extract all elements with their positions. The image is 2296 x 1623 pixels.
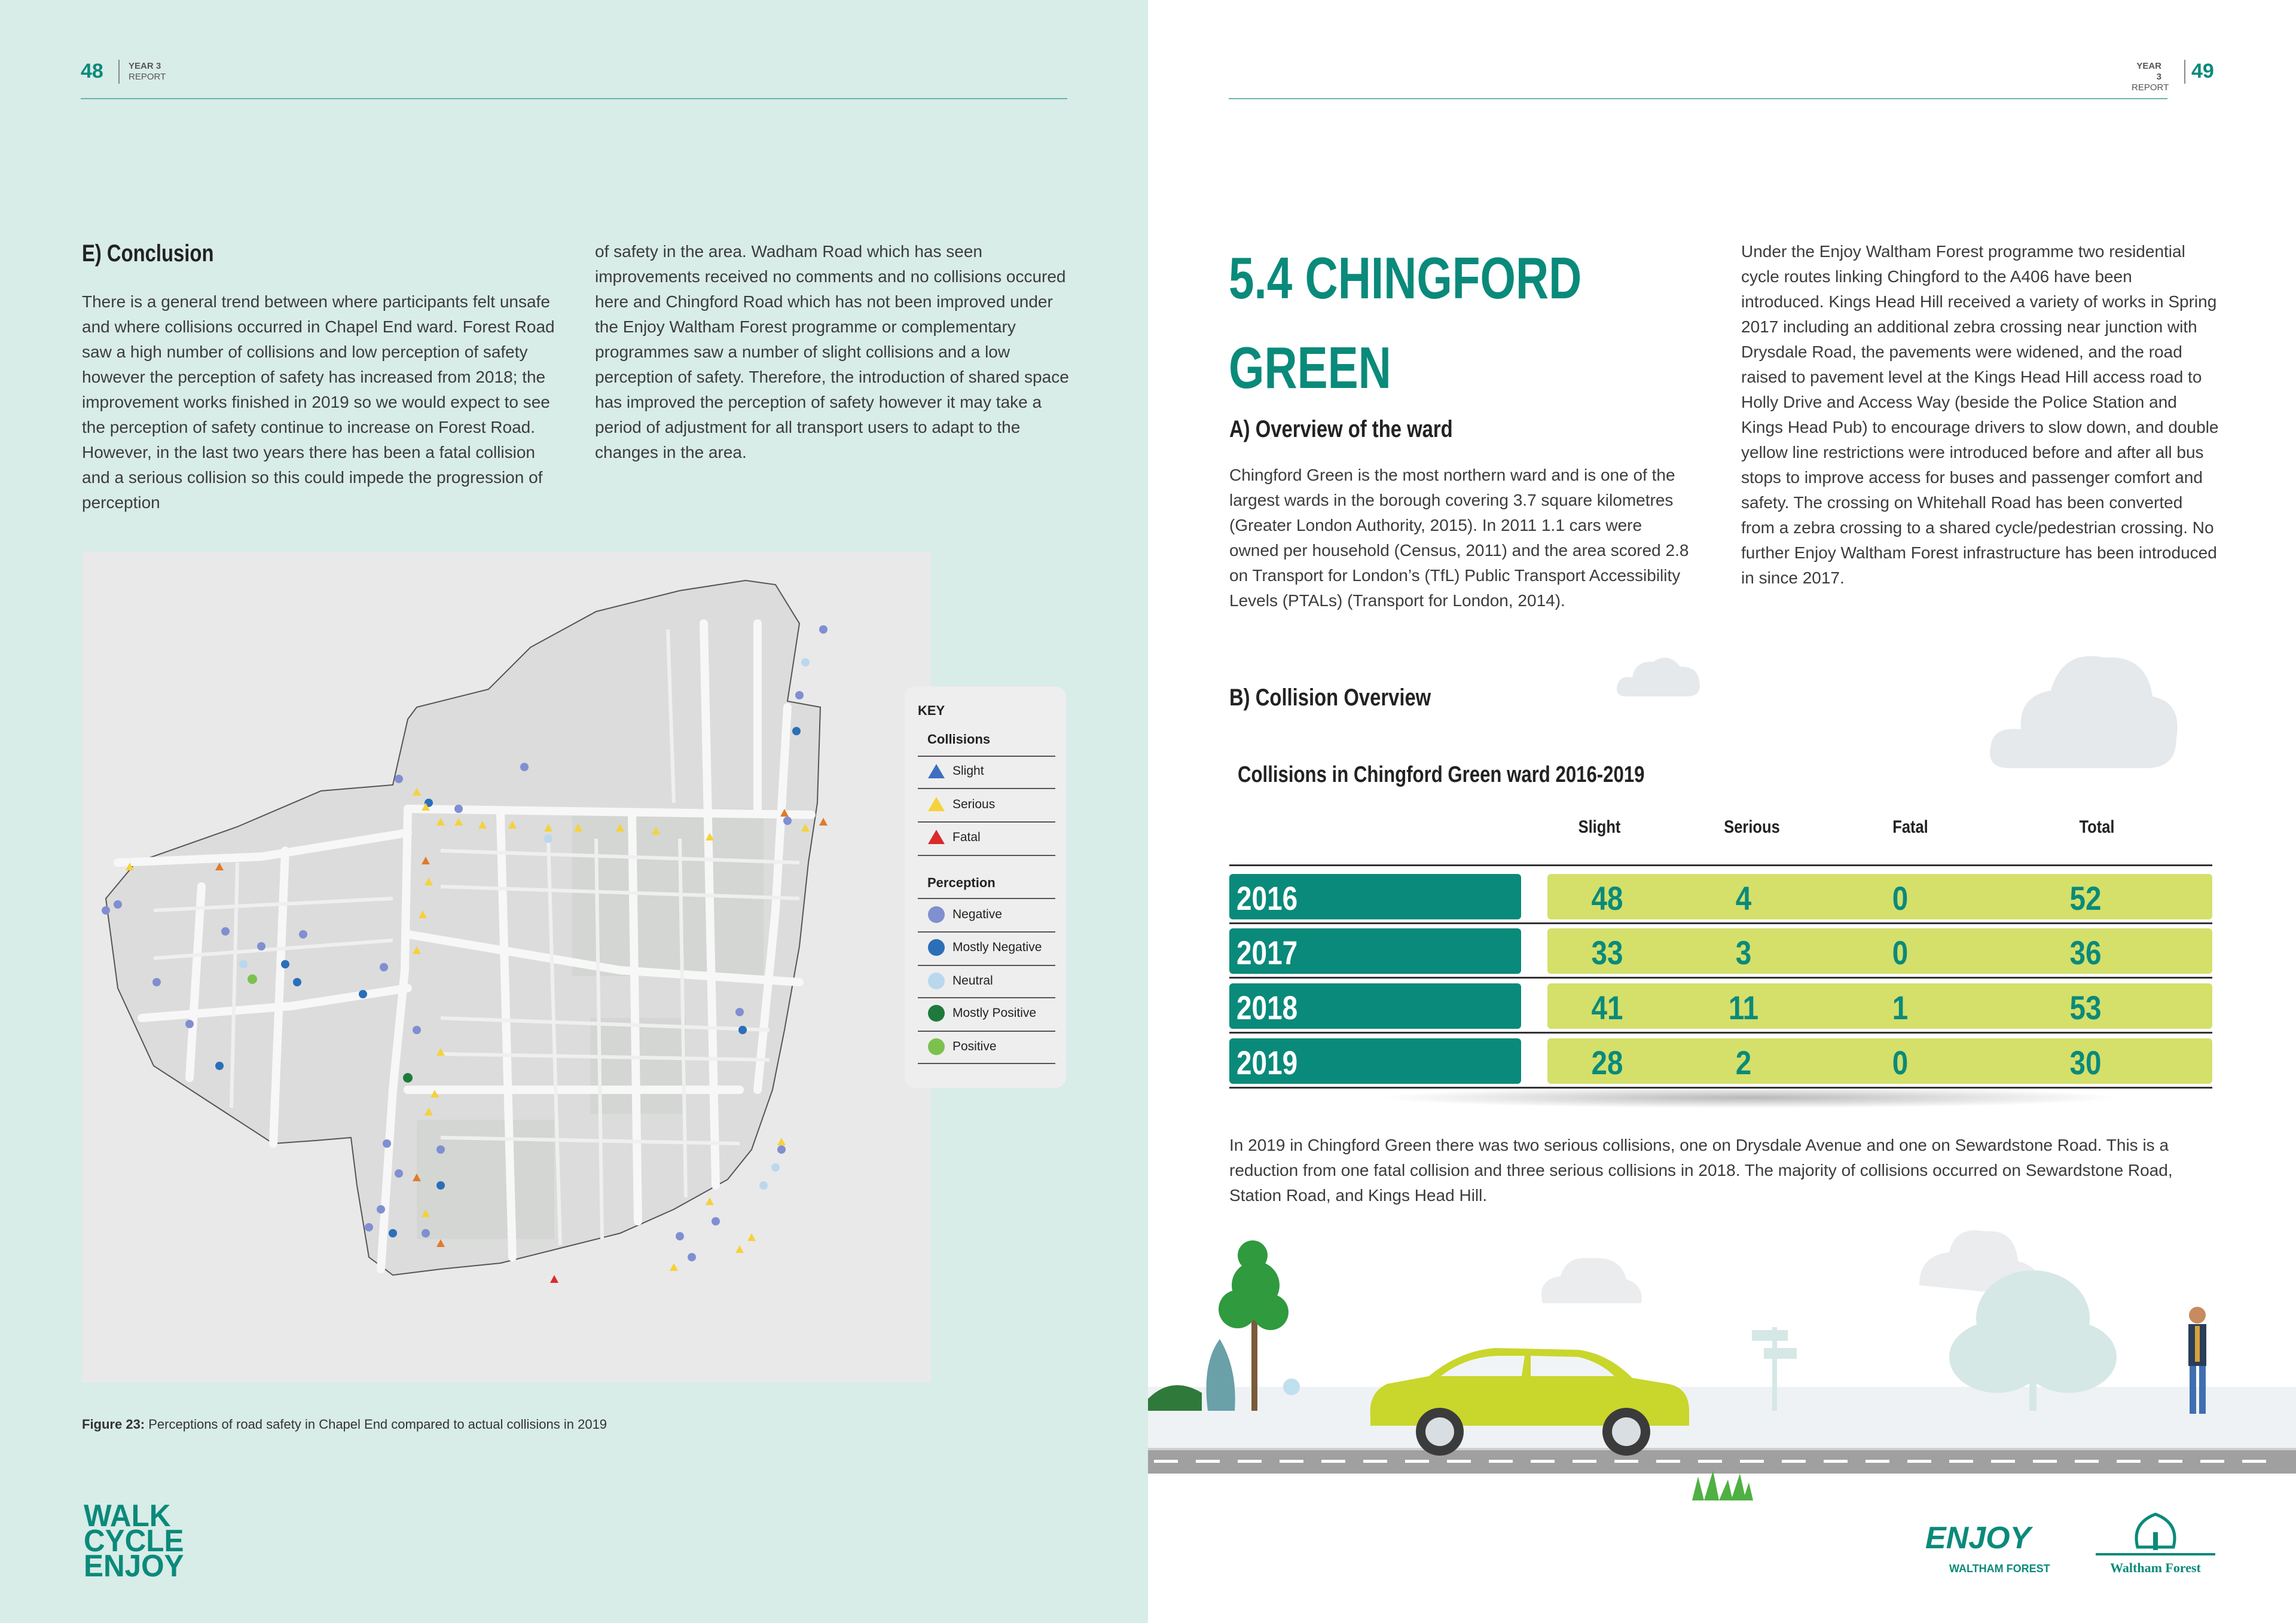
col-header-serious: Serious xyxy=(1724,817,1780,837)
page-title xyxy=(1229,233,1581,412)
collision-heading: B) Collision Overview xyxy=(1229,684,1431,711)
header-year-label xyxy=(129,61,166,82)
figure-caption-text: Perceptions of road safety in Chapel End compared to actual collisions in 2019 xyxy=(145,1417,607,1432)
key-title: KEY xyxy=(918,703,945,718)
row-year-label: 2017 xyxy=(1236,934,1298,971)
tree-icon xyxy=(1148,1240,1289,1411)
key-slight: Slight xyxy=(952,764,984,778)
cell-slight: 48 xyxy=(1591,879,1623,917)
figure-caption xyxy=(82,1417,607,1432)
logo-enjoy-text: ENJOY xyxy=(1925,1521,2031,1555)
fatal-triangle-icon xyxy=(927,829,945,845)
header-rule xyxy=(81,98,1067,99)
slight-triangle-icon xyxy=(927,763,945,780)
col-header-fatal: Fatal xyxy=(1892,817,1928,837)
table-title: Collisions in Chingford Green ward 2016-2019 xyxy=(1238,762,1645,787)
balloon-icon xyxy=(1283,1379,1300,1395)
key-divider xyxy=(918,965,1055,966)
page-number-right: 49 xyxy=(2191,60,2214,82)
row-divider xyxy=(1229,922,2212,924)
row-year-label: 2016 xyxy=(1236,879,1298,917)
row-divider xyxy=(1229,977,2212,979)
table-row-year xyxy=(1229,1038,1521,1084)
key-divider xyxy=(918,855,1055,856)
key-divider xyxy=(918,997,1055,998)
row-year-label: 2019 xyxy=(1236,1044,1298,1081)
table-row xyxy=(1547,1038,2212,1084)
key-fatal: Fatal xyxy=(952,830,981,844)
page-title-line1: 5.4 CHINGFORD xyxy=(1229,245,1582,311)
cell-total: 53 xyxy=(2069,989,2102,1026)
programme-text: Under the Enjoy Waltham Forest programme two residential cycle routes linking Chingford to the A406 have been introduced. Kings Head Hill received a variety of works in Spring 2017 including an additional zebra crossing near junction with Drysdale Road, the pavements were widened, and the road raised to pavement level at the Kings Head Hill access road to Holly Drive and Access Way (beside the Police Station and Kings Head Pub) to encourage drivers to slow down, and double yellow line restrictions were introduced before and after all bus stops to improve access for buses and passenger comfort and safety. The crossing on Whitehall Road has been converted from a zebra crossing to a shared cycle/pedestrian crossing. No further Enjoy Waltham Forest infrastructure has been introduced in since 2017. xyxy=(1741,242,2219,587)
key-mostly-positive: Mostly Positive xyxy=(952,1006,1037,1020)
table-shadow xyxy=(1375,1087,2123,1108)
header-year: YEAR 3 xyxy=(2136,61,2161,82)
logo-wf-text: Waltham Forest xyxy=(2110,1560,2201,1575)
conclusion-column-2: of safety in the area. Wadham Road which has seen improvements received no comments and no collisions occured here and Chingford Road which has not been improved under the Enjoy Waltham Forest programme or complementary programmes saw a number of slight collisions and a low perception of safety. Therefore, the introduction of shared space has improved the perception of safety however it may take a period of adjustment for all transport users to adapt to the changes in the area. xyxy=(595,242,1069,461)
cell-total: 30 xyxy=(2069,1044,2102,1081)
header-divider xyxy=(118,60,120,84)
key-perception-heading: Perception xyxy=(927,875,996,890)
key-serious: Serious xyxy=(952,797,996,811)
cell-total: 52 xyxy=(2069,879,2102,917)
key-divider xyxy=(918,756,1055,757)
col-header-total: Total xyxy=(2079,817,2115,837)
cell-fatal: 0 xyxy=(1892,1044,1909,1081)
conclusion-column-1: There is a general trend between where participants felt unsafe and where collisions occurred in Chapel End ward. Forest Road saw a high number of collisions and low perception of safety however the perception of safety has increased from 2018; the improvement works finished in 2019 so we would expect to see the perception of safety continue to increase on Forest Road. However, in the last two years there has been a fatal collision and a serious collision so this could impede the progression of perception xyxy=(82,292,555,512)
cell-serious: 11 xyxy=(1728,989,1759,1026)
key-neutral: Neutral xyxy=(952,974,993,988)
cloud-icon xyxy=(1541,1258,1642,1303)
table-row-year xyxy=(1229,874,1521,919)
key-divider xyxy=(918,1063,1055,1064)
mostly-negative-dot-icon xyxy=(927,939,945,956)
header-divider xyxy=(2184,60,2185,84)
logo-enjoy-subtext: WALTHAM FOREST xyxy=(1949,1563,2050,1575)
key-divider xyxy=(918,788,1055,789)
table-row xyxy=(1547,928,2212,974)
key-collisions-heading: Collisions xyxy=(927,732,991,747)
cell-fatal: 0 xyxy=(1892,934,1909,971)
cell-slight: 28 xyxy=(1591,1044,1623,1081)
col-header-slight: Slight xyxy=(1578,817,1621,837)
header-year: YEAR 3 xyxy=(129,61,161,71)
key-negative: Negative xyxy=(952,907,1002,921)
table-row xyxy=(1547,874,2212,919)
cloud-icon xyxy=(1985,631,2182,774)
overview-text: Chingford Green is the most northern ward and is one of the largest wards in the borough covering 3.7 square kilometres (Greater London Authority, 2015). In 2011 1.1 cars were owned per household (Census, 2011) and the area scored 2.8 on Transport for London’s (TfL) Public Transport Accessibility Levels (PTALs) (Transport for London, 2014). xyxy=(1229,466,1689,610)
key-positive: Positive xyxy=(952,1040,997,1053)
key-divider xyxy=(918,931,1055,933)
cell-slight: 33 xyxy=(1591,934,1623,971)
enjoy-waltham-forest-logo xyxy=(1925,1512,2057,1578)
page-number-left: 48 xyxy=(81,60,103,82)
negative-dot-icon xyxy=(927,906,945,924)
collision-summary: In 2019 in Chingford Green there was two serious collisions, one on Drysdale Avenue and one on Sewardstone Road. This is a reduction from one fatal collision and three serious collisions in 2018. The majority of collisions occurred on Sewardstone Road, Station Road, and Kings Head Hill. xyxy=(1229,1136,2173,1205)
logo-walk: WALK xyxy=(84,1499,171,1533)
walk-cycle-enjoy-logo xyxy=(84,1499,184,1584)
neutral-dot-icon xyxy=(927,972,945,990)
logo-cycle: CYCLE xyxy=(84,1524,184,1558)
logo-enjoy: ENJOY xyxy=(84,1549,184,1584)
road-edge xyxy=(1148,1448,2296,1450)
key-divider xyxy=(918,898,1055,899)
row-divider xyxy=(1229,1032,2212,1034)
positive-dot-icon xyxy=(927,1038,945,1056)
chapel-end-map xyxy=(82,552,931,1383)
cell-serious: 4 xyxy=(1735,879,1752,917)
row-year-label: 2018 xyxy=(1236,989,1298,1026)
cell-fatal: 1 xyxy=(1892,989,1909,1026)
key-mostly-negative: Mostly Negative xyxy=(952,940,1042,954)
cloud-icon xyxy=(1614,649,1704,699)
cell-fatal: 0 xyxy=(1892,879,1909,917)
table-row-year xyxy=(1229,983,1521,1029)
header-report: REPORT xyxy=(2132,82,2169,93)
table-row-year xyxy=(1229,928,1521,974)
mostly-positive-dot-icon xyxy=(927,1004,945,1022)
cell-total: 36 xyxy=(2069,934,2102,971)
cell-slight: 41 xyxy=(1591,989,1623,1026)
conclusion-heading: E) Conclusion xyxy=(82,240,214,267)
header-report: REPORT xyxy=(129,72,166,82)
serious-triangle-icon xyxy=(927,796,945,812)
key-divider xyxy=(918,821,1055,823)
overview-heading: A) Overview of the ward xyxy=(1229,416,1453,442)
header-year-label xyxy=(2132,61,2169,93)
key-divider xyxy=(918,1031,1055,1032)
page-title-line2: GREEN xyxy=(1229,335,1391,401)
map-graphic xyxy=(82,552,931,1383)
map-key xyxy=(905,686,1066,1088)
table-row xyxy=(1547,983,2212,1029)
cell-serious: 3 xyxy=(1735,934,1752,971)
grass-icon xyxy=(1692,1471,1753,1500)
table-top-rule xyxy=(1229,864,2212,866)
street-illustration xyxy=(1148,1219,2296,1530)
figure-caption-label: Figure 23: xyxy=(82,1417,145,1432)
waltham-forest-council-logo xyxy=(2096,1505,2215,1580)
header-rule xyxy=(1229,98,2167,99)
cell-serious: 2 xyxy=(1735,1044,1752,1081)
